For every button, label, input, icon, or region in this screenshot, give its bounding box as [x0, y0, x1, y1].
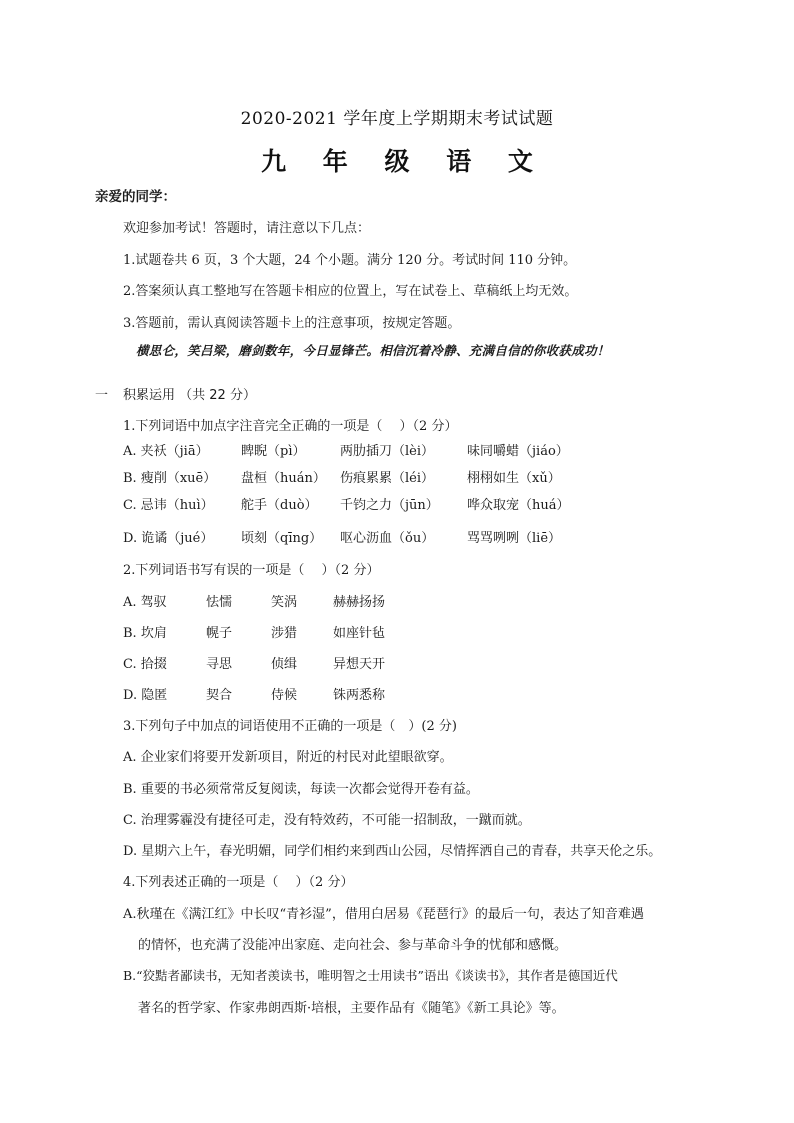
option-item: 顷刻（qīng） [241, 531, 323, 546]
section-number: 一 [95, 388, 109, 403]
option-item: 两肋插刀（lèi） [340, 444, 435, 459]
option-item: 铢两悉称 [333, 688, 386, 703]
option-item: 涉猎 [271, 626, 298, 641]
option-item: 骂骂咧咧（liē） [467, 531, 562, 546]
question-3-option-b: B. 重要的书必须常常反复阅读，每读一次都会觉得开卷有益。 [123, 782, 479, 797]
question-4-option-a-line2: 的情怀，也充满了没能冲出家庭、走向社会、参与革命斗争的忧郁和感慨。 [138, 938, 568, 953]
option-item: D. 隐匿 [123, 688, 168, 703]
option-item: 赫赫扬扬 [333, 595, 386, 610]
note-2: 2.答案须认真工整地写在答题卡相应的位置上，写在试卷上、草稿纸上均无效。 [123, 284, 578, 299]
option-item: D. 诡谲（jué） [123, 531, 214, 546]
question-3-option-a: A. 企业家们将要开发新项目，附近的村民对此望眼欲穿。 [123, 750, 453, 765]
question-3-option-c: C. 治理雾霾没有捷径可走，没有特效药，不可能一招制敌，一蹴而就。 [123, 813, 531, 828]
option-item: 侦缉 [271, 657, 298, 672]
note-1: 1.试题卷共 6 页，3 个大题，24 个小题。满分 120 分。考试时间 110 分钟。 [123, 253, 577, 268]
option-item: 睥睨（pì） [241, 444, 306, 459]
option-item: 伤痕累累（léi） [340, 471, 435, 486]
exam-subject: 九 年 级 语 文 [261, 147, 547, 176]
option-item: C. 拾掇 [123, 657, 167, 672]
option-item: 如座针毡 [333, 626, 386, 641]
question-3-option-d: D. 星期六上午，春光明媚，同学们相约来到西山公园，尽情挥洒自己的青春，共享天伦之乐。 [123, 844, 662, 859]
option-item: 怯懦 [206, 595, 233, 610]
option-item: 盘桓（huán） [241, 471, 326, 486]
greeting: 亲爱的同学： [95, 189, 176, 205]
question-4-option-a-line1: A.秋瑾在《满江红》中长叹“青衫湿”，借用白居易《琵琶行》的最后一句，表达了知音难遇 [123, 907, 644, 922]
option-item: 笑涡 [271, 595, 298, 610]
question-2-stem: 2.下列词语书写有误的一项是（ ）（2 分） [123, 563, 380, 578]
option-item: 呕心沥血（ǒu） [340, 531, 435, 546]
option-item: 侍候 [271, 688, 298, 703]
option-item: A. 驾驭 [123, 595, 167, 610]
note-3: 3.答题前，需认真阅读答题卡上的注意事项，按规定答题。 [123, 316, 461, 331]
option-item: 舵手（duò） [241, 498, 318, 513]
option-item: B. 瘦削（xuē） [123, 471, 217, 486]
option-item: 味同嚼蜡（jiáo） [467, 444, 569, 459]
option-item: 千钧之力（jūn） [340, 498, 439, 513]
section-heading [95, 384, 256, 403]
question-4-option-b-line2: 著名的哲学家、作家弗朗西斯·培根，主要作品有《随笔》《新工具论》等。 [138, 1001, 565, 1016]
option-item: A. 夹袄（jiā） [123, 444, 209, 459]
question-4-option-b-line1: B.“狡黠者鄙读书，无知者羡读书，唯明智之士用读书”语出《谈读书》，其作者是德国近代 [123, 968, 618, 983]
option-item: 异想天开 [333, 657, 386, 672]
option-item: 栩栩如生（xǔ） [467, 471, 561, 486]
motto: 横思仑，笑吕梁，磨剑数年，今日显锋芒。相信沉着冷静、充满自信的你收获成功！ [136, 343, 610, 358]
option-item: 幌子 [206, 626, 233, 641]
welcome-text: 欢迎参加考试！答题时，请注意以下几点： [123, 221, 371, 236]
option-item: 哗众取宠（huá） [467, 498, 570, 513]
question-4-stem: 4.下列表述正确的一项是（ ）（2 分） [123, 875, 354, 890]
exam-title: 2020-2021 学年度上学期期末考试试题 [240, 109, 554, 129]
option-item: B. 坎肩 [123, 626, 167, 641]
section-title: 积累运用 （共 22 分） [123, 388, 256, 403]
option-item: 寻思 [206, 657, 233, 672]
option-item: 契合 [206, 688, 233, 703]
option-item: C. 忌讳（huì） [123, 498, 214, 513]
question-3-stem: 3.下列句子中加点的词语使用不正确的一项是（ ）(2 分) [123, 719, 457, 734]
question-1-stem: 1.下列词语中加点字注音完全正确的一项是（ ）（2 分） [123, 419, 458, 434]
